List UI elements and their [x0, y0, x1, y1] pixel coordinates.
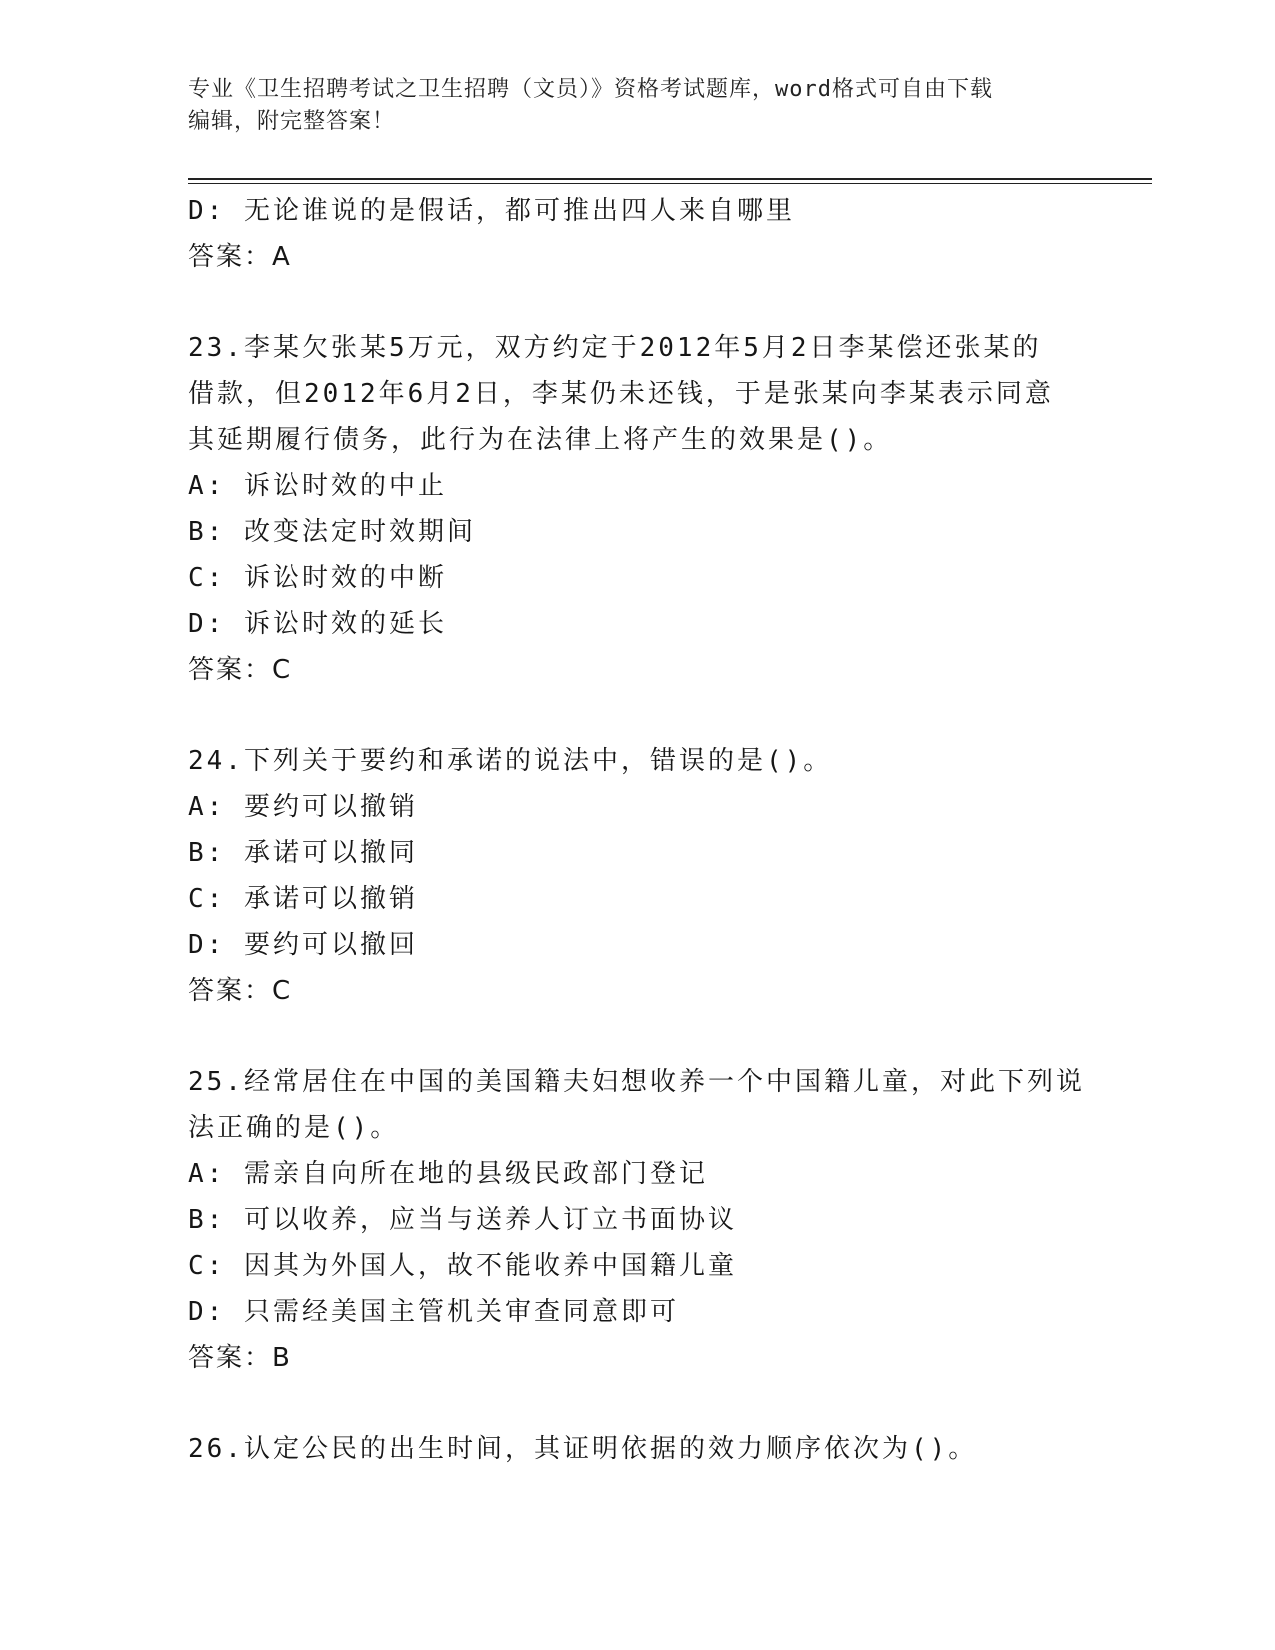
answer: 答案：C: [188, 976, 293, 1006]
option-d: D: 要约可以撤回: [188, 930, 418, 960]
question-stem-line: 26.认定公民的出生时间，其证明依据的效力顺序依次为()。: [188, 1434, 978, 1464]
answer: 答案：B: [188, 1343, 292, 1373]
answer: 答案：C: [188, 655, 293, 685]
option-c: C: 诉讼时效的中断: [188, 563, 447, 593]
question-stem-line: 24.下列关于要约和承诺的说法中，错误的是()。: [188, 746, 833, 776]
option-a: A: 要约可以撤销: [188, 792, 418, 822]
header-line-1: 专业《卫生招聘考试之卫生招聘（文员）》资格考试题库，word格式可自由下载: [188, 77, 993, 102]
option-c: C: 因其为外国人，故不能收养中国籍儿童: [188, 1251, 737, 1281]
question-stem-line: 23.李某欠张某5万元，双方约定于2012年5月2日李某偿还张某的: [188, 333, 1042, 363]
question-25: [188, 1059, 1088, 1381]
header-divider-thin: [188, 183, 1152, 184]
option-d: D: 诉讼时效的延长: [188, 609, 447, 639]
question-26: [188, 1426, 1088, 1472]
question-24: [188, 738, 1088, 1014]
option-a: A: 需亲自向所在地的县级民政部门登记: [188, 1159, 708, 1189]
option-b: B: 承诺可以撤同: [188, 838, 418, 868]
option-d: D: 只需经美国主管机关审查同意即可: [188, 1297, 679, 1327]
question-content: [188, 188, 1088, 1472]
question-stem-line: 25.经常居住在中国的美国籍夫妇想收养一个中国籍儿童，对此下列说: [188, 1067, 1085, 1097]
option-c: C: 承诺可以撤销: [188, 884, 418, 914]
document-header: [188, 74, 1068, 138]
question-stem-line: 借款，但2012年6月2日，李某仍未还钱，于是张某向李某表示同意: [188, 379, 1054, 409]
option-b: B: 可以收养，应当与送养人订立书面协议: [188, 1205, 737, 1235]
option-a: A: 诉讼时效的中止: [188, 471, 447, 501]
question-stem-line: 其延期履行债务，此行为在法律上将产生的效果是()。: [188, 425, 893, 455]
prev-option-d: D: 无论谁说的是假话，都可推出四人来自哪里: [188, 196, 795, 226]
option-b: B: 改变法定时效期间: [188, 517, 476, 547]
question-23: [188, 325, 1088, 693]
question-stem-line: 法正确的是()。: [188, 1113, 400, 1143]
prev-answer: 答案：A: [188, 242, 292, 272]
header-line-2: 编辑，附完整答案！: [188, 109, 396, 134]
header-divider-thick: [188, 178, 1152, 180]
